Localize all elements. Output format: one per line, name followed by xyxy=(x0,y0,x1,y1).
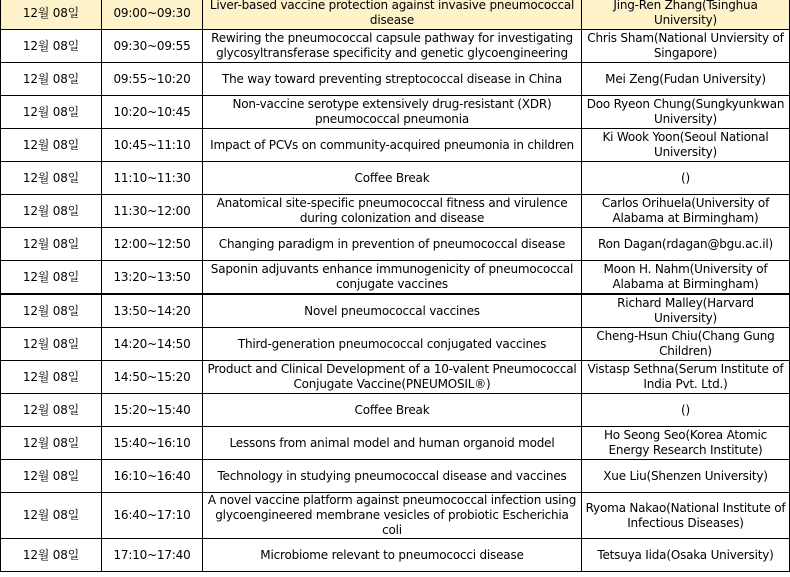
schedule-row xyxy=(1,228,790,261)
speaker-cell: Ki Wook Yoon(Seoul National University) xyxy=(582,129,790,162)
schedule-row xyxy=(1,63,790,96)
time-cell: 09:30~09:55 xyxy=(102,30,203,63)
schedule-row xyxy=(1,129,790,162)
date-cell: 12월 08일 xyxy=(1,493,102,539)
title-cell: Rewiring the pneumococcal capsule pathway for investigating glycosyltransferase specificity and genetic glycoengineering xyxy=(203,30,582,63)
time-cell: 11:30~12:00 xyxy=(102,195,203,228)
schedule-body xyxy=(1,0,790,572)
title-cell: Changing paradigm in prevention of pneumococcal disease xyxy=(203,228,582,261)
schedule-row xyxy=(1,195,790,228)
time-cell: 10:20~10:45 xyxy=(102,96,203,129)
date-cell: 12월 08일 xyxy=(1,394,102,427)
time-cell: 16:40~17:10 xyxy=(102,493,203,539)
schedule-row xyxy=(1,30,790,63)
schedule-row xyxy=(1,460,790,493)
date-cell: 12월 08일 xyxy=(1,539,102,572)
schedule-row xyxy=(1,493,790,539)
speaker-cell: Doo Ryeon Chung(Sungkyunkwan University) xyxy=(582,96,790,129)
date-cell: 12월 08일 xyxy=(1,195,102,228)
date-cell: 12월 08일 xyxy=(1,63,102,96)
speaker-cell: Jing-Ren Zhang(Tsinghua University) xyxy=(582,0,790,30)
schedule-row xyxy=(1,162,790,195)
title-cell: Lessons from animal model and human organoid model xyxy=(203,427,582,460)
date-cell: 12월 08일 xyxy=(1,30,102,63)
speaker-cell: Tetsuya Iida(Osaka University) xyxy=(582,539,790,572)
date-cell: 12월 08일 xyxy=(1,294,102,328)
schedule-row xyxy=(1,294,790,328)
schedule-row xyxy=(1,427,790,460)
title-cell: The way toward preventing streptococcal disease in China xyxy=(203,63,582,96)
time-cell: 09:55~10:20 xyxy=(102,63,203,96)
schedule-row xyxy=(1,394,790,427)
schedule-row xyxy=(1,0,790,30)
schedule-row xyxy=(1,539,790,572)
time-cell: 10:45~11:10 xyxy=(102,129,203,162)
title-cell: Non-vaccine serotype extensively drug-resistant (XDR) pneumococcal pneumonia xyxy=(203,96,582,129)
speaker-cell: Carlos Orihuela(University of Alabama at Birmingham) xyxy=(582,195,790,228)
time-cell: 09:00~09:30 xyxy=(102,0,203,30)
schedule-row xyxy=(1,261,790,295)
title-cell: A novel vaccine platform against pneumococcal infection using glycoengineered membrane vesicles of probiotic Escherichia coli xyxy=(203,493,582,539)
speaker-cell: Moon H. Nahm(University of Alabama at Birmingham) xyxy=(582,261,790,295)
time-cell: 11:10~11:30 xyxy=(102,162,203,195)
date-cell: 12월 08일 xyxy=(1,460,102,493)
speaker-cell: Vistasp Sethna(Serum Institute of India Pvt. Ltd.) xyxy=(582,361,790,394)
title-cell: Technology in studying pneumococcal disease and vaccines xyxy=(203,460,582,493)
time-cell: 13:50~14:20 xyxy=(102,294,203,328)
speaker-cell: Chris Sham(National Unviersity of Singapore) xyxy=(582,30,790,63)
date-cell: 12월 08일 xyxy=(1,328,102,361)
title-cell: Coffee Break xyxy=(203,394,582,427)
title-cell: Product and Clinical Development of a 10-valent Pneumococcal Conjugate Vaccine(PNEUMOSIL®) xyxy=(203,361,582,394)
title-cell: Coffee Break xyxy=(203,162,582,195)
speaker-cell: Ho Seong Seo(Korea Atomic Energy Research Institute) xyxy=(582,427,790,460)
speaker-cell: Mei Zeng(Fudan University) xyxy=(582,63,790,96)
title-cell: Microbiome relevant to pneumococci disease xyxy=(203,539,582,572)
speaker-cell: () xyxy=(582,162,790,195)
title-cell: Liver-based vaccine protection against invasive pneumococcal disease xyxy=(203,0,582,30)
date-cell: 12월 08일 xyxy=(1,0,102,30)
time-cell: 15:20~15:40 xyxy=(102,394,203,427)
time-cell: 14:20~14:50 xyxy=(102,328,203,361)
schedule-row xyxy=(1,361,790,394)
date-cell: 12월 08일 xyxy=(1,261,102,295)
speaker-cell: Xue Liu(Shenzen University) xyxy=(582,460,790,493)
title-cell: Saponin adjuvants enhance immunogenicity of pneumococcal conjugate vaccines xyxy=(203,261,582,295)
schedule-row xyxy=(1,328,790,361)
title-cell: Third-generation pneumococcal conjugated vaccines xyxy=(203,328,582,361)
date-cell: 12월 08일 xyxy=(1,361,102,394)
date-cell: 12월 08일 xyxy=(1,427,102,460)
time-cell: 15:40~16:10 xyxy=(102,427,203,460)
time-cell: 17:10~17:40 xyxy=(102,539,203,572)
date-cell: 12월 08일 xyxy=(1,228,102,261)
title-cell: Impact of PCVs on community-acquired pneumonia in children xyxy=(203,129,582,162)
date-cell: 12월 08일 xyxy=(1,96,102,129)
time-cell: 13:20~13:50 xyxy=(102,261,203,295)
speaker-cell: Ron Dagan(rdagan@bgu.ac.il) xyxy=(582,228,790,261)
speaker-cell: () xyxy=(582,394,790,427)
date-cell: 12월 08일 xyxy=(1,162,102,195)
date-cell: 12월 08일 xyxy=(1,129,102,162)
speaker-cell: Richard Malley(Harvard University) xyxy=(582,294,790,328)
speaker-cell: Ryoma Nakao(National Institute of Infectious Diseases) xyxy=(582,493,790,539)
schedule-row xyxy=(1,96,790,129)
title-cell: Novel pneumococcal vaccines xyxy=(203,294,582,328)
time-cell: 16:10~16:40 xyxy=(102,460,203,493)
title-cell: Anatomical site-specific pneumococcal fitness and virulence during colonization and disease xyxy=(203,195,582,228)
time-cell: 14:50~15:20 xyxy=(102,361,203,394)
time-cell: 12:00~12:50 xyxy=(102,228,203,261)
speaker-cell: Cheng-Hsun Chiu(Chang Gung Children) xyxy=(582,328,790,361)
